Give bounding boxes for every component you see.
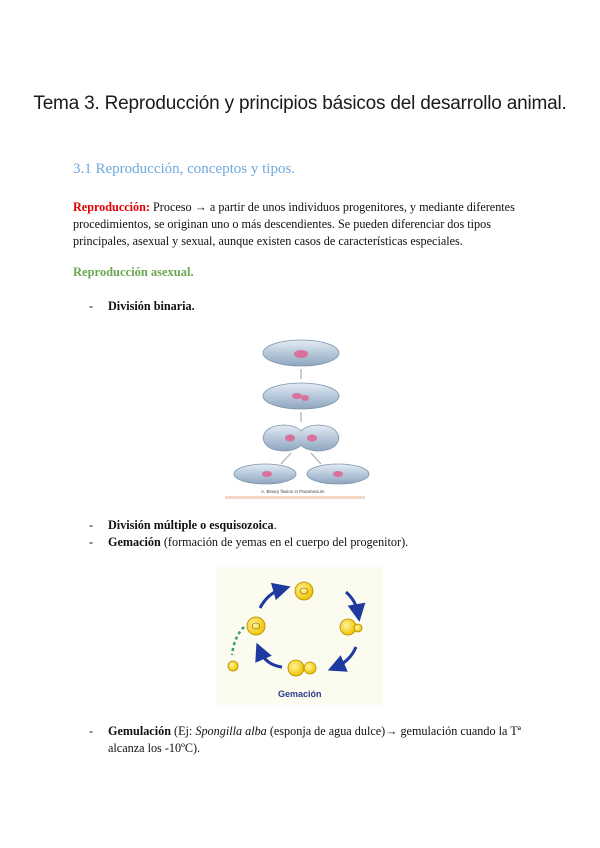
section-heading: 3.1 Reproducción, conceptos y tipos. [73, 161, 296, 177]
list-item: - Gemulación (Ej: Spongilla alba (esponja de agua dulce)→ gemulación cuando la Tª alcanza los -10ºC). [89, 724, 522, 755]
page-title: Tema 3. Reproducción y principios básicos del desarrollo animal. [33, 93, 567, 114]
definition-paragraph [73, 199, 523, 250]
binary-fission-figure [225, 333, 380, 501]
bullet-multiple-division: División múltiple o esquisozoica [108, 518, 274, 532]
daughter-cell [307, 464, 369, 484]
yeast-bud [228, 661, 238, 671]
figure-caption: Gemación [278, 689, 322, 699]
subsection-heading: Reproducción asexual. [73, 265, 194, 279]
figure-caption: A. Binary fission in Paramecium [261, 489, 325, 494]
yeast-cell [295, 582, 313, 600]
bullet-binary-fission: División binaria. [108, 299, 195, 313]
definition-term: Reproducción: [73, 200, 150, 214]
dividing-cell [263, 425, 339, 451]
yeast-cell-with-bud [288, 660, 316, 676]
definition-text: Proceso → a partir de unos individuos progenitores, y mediante diferentes procedimientos, se originan uno o más descendientes. Se pueden diferenciar dos tipos principales, asexual y sexual, aunque existen casos de características especiales. [73, 200, 515, 248]
paramecium-cell [263, 340, 339, 366]
daughter-cell [234, 464, 296, 484]
yeast-cell [247, 617, 265, 635]
paramecium-cell [263, 383, 339, 409]
bullet-continuation: alcanza los -10ºC). [108, 741, 201, 755]
species-name: Spongilla alba [195, 724, 267, 738]
budding-cycle-figure [216, 567, 383, 705]
bullet-budding: Gemación [108, 535, 161, 549]
bullet-gemmulation: Gemulación [108, 724, 171, 738]
